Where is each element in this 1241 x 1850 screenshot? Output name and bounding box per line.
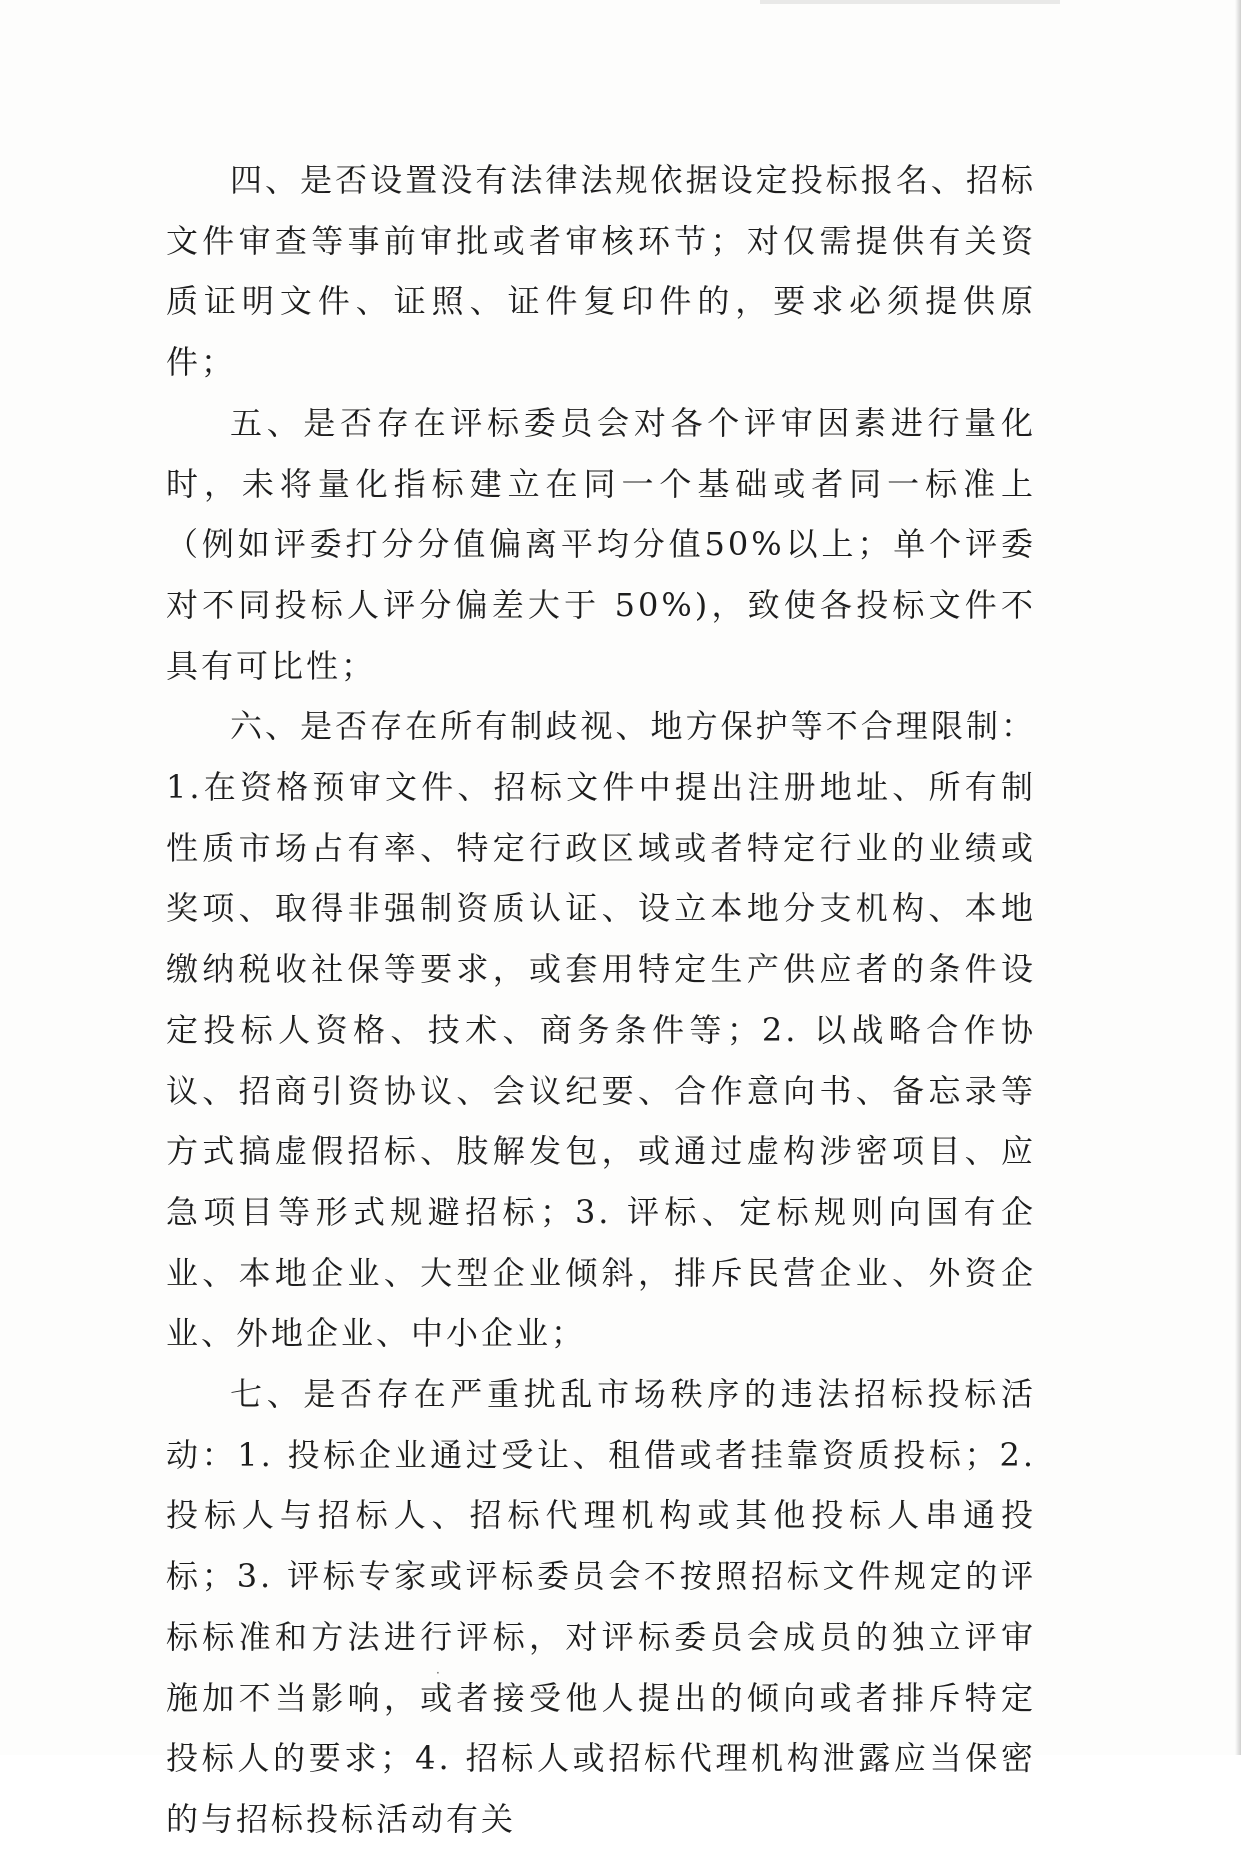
- document-body: [166, 150, 1036, 1850]
- paragraph-item-5: 五、是否存在评标委员会对各个评审因素进行量化时，未将量化指标建立在同一个基础或者同一标准上（例如评委打分分值偏离平均分值50%以上；单个评委对不同投标人评分偏差大于 50%)，致使各投标文件不具有可比性；: [166, 403, 1036, 685]
- paragraph-item-4: 四、是否设置没有法律法规依据设定投标报名、招标文件审查等事前审批或者审核环节；对仅需提供有关资质证明文件、证照、证件复印件的，要求必须提供原件；: [166, 161, 1036, 382]
- scan-artifact-top: [760, 0, 1060, 4]
- paragraph-item-6: 六、是否存在所有制歧视、地方保护等不合理限制：1.在资格预审文件、招标文件中提出注册地址、所有制性质市场占有率、特定行政区域或者特定行业的业绩或奖项、取得非强制资质认证、设立本地分支机构、本地缴纳税收社保等要求，或套用特定生产供应者的条件设定投标人资格、技术、商务条件等；2. 以战略合作协议、招商引资协议、会议纪要、合作意向书、备忘录等方式搞虚假招标、肢解发包，或通过虚构涉密项目、应急项目等形式规避招标；3. 评标、定标规则向国有企业、本地企业、大型企业倾斜，排斥民营企业、外资企业、外地企业、中小企业；: [166, 707, 1036, 1353]
- scan-artifact-edge: [1235, 0, 1241, 1755]
- scan-speck: ·: [436, 1666, 440, 1680]
- paragraph-item-7: 七、是否存在严重扰乱市场秩序的违法招标投标活动：1. 投标企业通过受让、租借或者挂靠资质投标；2. 投标人与招标人、招标代理机构或其他投标人串通投标；3. 评标专家或评标委员会不按照招标文件规定的评标标准和方法进行评标，对评标委员会成员的独立评审施加不当影响，或者接受他人提出的倾向或者排斥特定投标人的要求；4. 招标人或招标代理机构泄露应当保密的与招标投标活动有关: [166, 1375, 1036, 1838]
